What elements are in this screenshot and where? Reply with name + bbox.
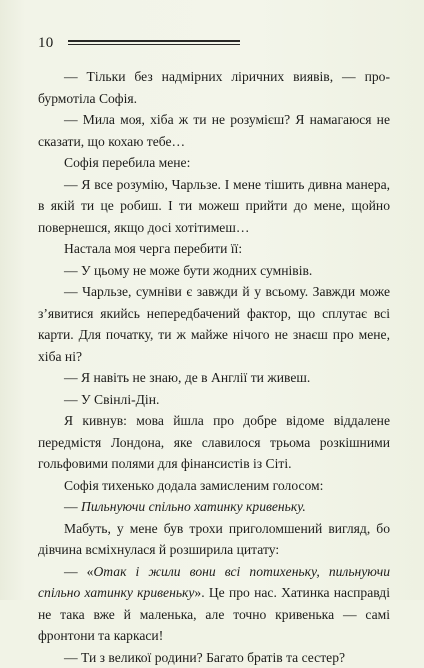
- italic-text: Пильнуючи спільно хатинку кривеньку.: [81, 499, 306, 514]
- header-rule-top: [68, 40, 240, 42]
- paragraph: [38, 109, 390, 152]
- text-segment: Я кивнув: мова йшла про добре відоме віддалене передмістя Лондона, яке славилося трьома розкішними гольфовими полями для фінансистів із Сіті.: [38, 413, 390, 471]
- paragraph: [38, 281, 390, 367]
- text-segment: ». Це про нас. Хатинка насправді не така вже й маленька, але точно кривенька — самі фронтони та каркаси!: [38, 585, 390, 643]
- paragraph: [38, 389, 390, 411]
- paragraph: [38, 152, 390, 174]
- page-number: 10: [38, 34, 53, 52]
- text-segment: Софія перебила мене:: [64, 155, 190, 170]
- text-segment: Настала моя черга перебити її:: [64, 241, 242, 256]
- text-segment: —: [64, 499, 81, 514]
- paragraph: [38, 174, 390, 239]
- text-segment: — Ти з великої родини? Багато братів та сестер?: [64, 650, 345, 665]
- italic-text: Отак і жили вони всі потихеньку, пильнуючи спільно хатинку кривеньку: [38, 564, 390, 601]
- text-segment: Мабуть, у мене був трохи приголомшений вигляд, бо дівчина всміхнулася й розширила цитату:: [38, 521, 390, 558]
- text-segment: — Тільки без надмірних ліричних виявів, — пробурмотіла Софія.: [38, 69, 390, 106]
- text-segment: — Мила моя, хіба ж ти не розумієш? Я намагаюся не сказати, що кохаю тебе…: [38, 112, 390, 149]
- text-segment: — «: [64, 564, 93, 579]
- text-segment: Софія тихенько додала замисленим голосом:: [64, 478, 323, 493]
- text-segment: — Я все розумію, Чарльзе. І мене тішить дивна манера, в якій ти це робиш. І ти можеш прийти до мене, щойно повернешся, якщо досі хотітимеш…: [38, 177, 390, 235]
- page-header: [38, 34, 238, 54]
- paragraph: [38, 367, 390, 389]
- paragraph: [38, 561, 390, 647]
- text-segment: — У цьому не може бути жодних сумнівів.: [64, 263, 312, 278]
- header-rule-bottom: [68, 44, 240, 45]
- text-segment: — У Свінлі-Дін.: [64, 392, 159, 407]
- paragraph: [38, 66, 390, 109]
- paragraph: [38, 410, 390, 475]
- text-segment: — Я навіть не знаю, де в Англії ти живеш.: [64, 370, 310, 385]
- body-text: [38, 66, 390, 668]
- paragraph: [38, 260, 390, 282]
- paragraph: [38, 518, 390, 561]
- paragraph: [38, 475, 390, 497]
- paragraph: [38, 496, 390, 518]
- paragraph: [38, 647, 390, 668]
- paragraph: [38, 238, 390, 260]
- text-segment: — Чарльзе, сумніви є завжди й у всьому. Завжди може з’явитися якийсь непередбачений фактор, що сплутає всі карти. Для початку, ти ж майже нічого не знаєш про мене, хіба ні?: [38, 284, 390, 364]
